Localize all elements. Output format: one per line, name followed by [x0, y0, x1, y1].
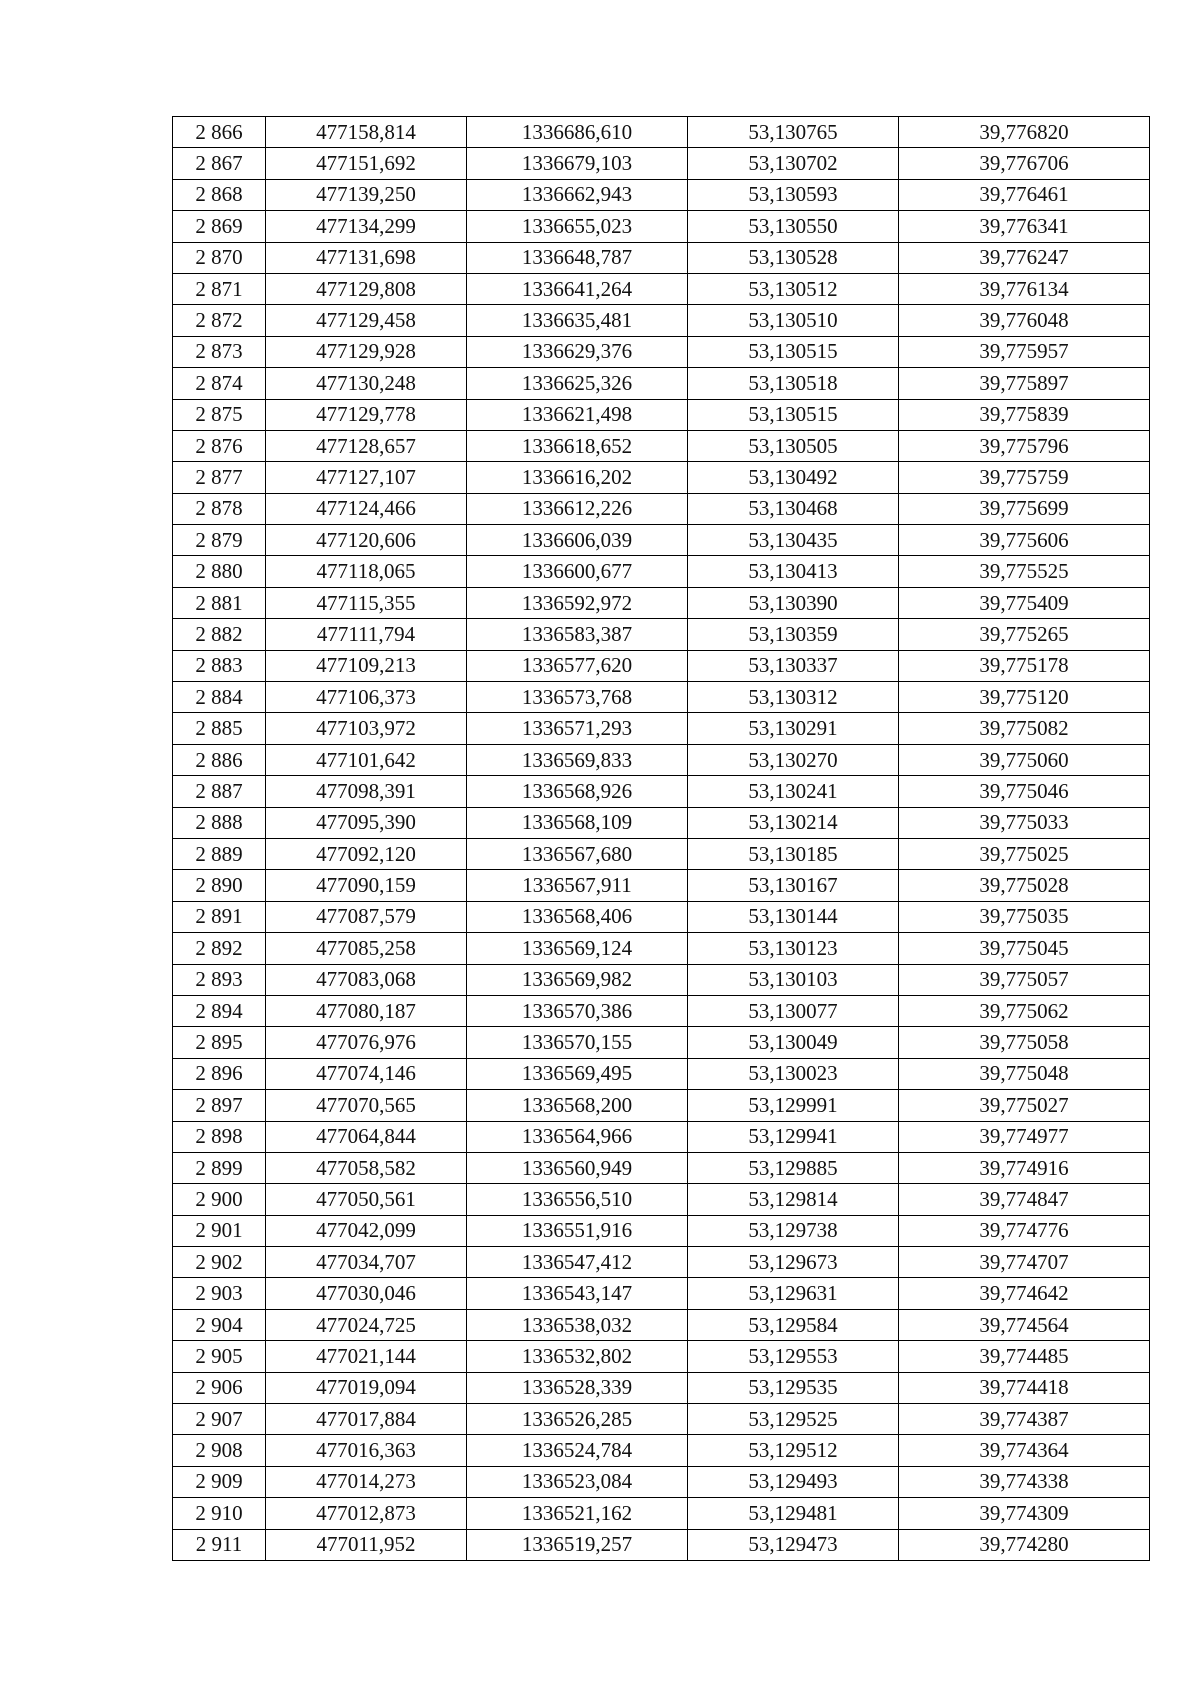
x-coordinate-cell: 477074,146	[266, 1058, 467, 1089]
x-coordinate-cell: 477115,355	[266, 587, 467, 618]
longitude-cell: 39,776461	[899, 179, 1150, 210]
table-row	[173, 1435, 1150, 1466]
table-row	[173, 117, 1150, 148]
table-row	[173, 525, 1150, 556]
y-coordinate-cell: 1336569,833	[467, 744, 688, 775]
longitude-cell: 39,776706	[899, 148, 1150, 179]
point-number-cell: 2 897	[173, 1090, 266, 1121]
longitude-cell: 39,776820	[899, 117, 1150, 148]
y-coordinate-cell: 1336629,376	[467, 336, 688, 367]
latitude-cell: 53,129481	[688, 1498, 899, 1529]
longitude-cell: 39,774280	[899, 1529, 1150, 1560]
x-coordinate-cell: 477012,873	[266, 1498, 467, 1529]
latitude-cell: 53,130270	[688, 744, 899, 775]
x-coordinate-cell: 477016,363	[266, 1435, 467, 1466]
x-coordinate-cell: 477130,248	[266, 368, 467, 399]
y-coordinate-cell: 1336547,412	[467, 1247, 688, 1278]
y-coordinate-cell: 1336526,285	[467, 1404, 688, 1435]
latitude-cell: 53,130144	[688, 901, 899, 932]
table-row	[173, 995, 1150, 1026]
table-row	[173, 1309, 1150, 1340]
longitude-cell: 39,775060	[899, 744, 1150, 775]
longitude-cell: 39,775897	[899, 368, 1150, 399]
x-coordinate-cell: 477095,390	[266, 807, 467, 838]
longitude-cell: 39,774776	[899, 1215, 1150, 1246]
latitude-cell: 53,129738	[688, 1215, 899, 1246]
x-coordinate-cell: 477042,099	[266, 1215, 467, 1246]
x-coordinate-cell: 477158,814	[266, 117, 467, 148]
latitude-cell: 53,130023	[688, 1058, 899, 1089]
x-coordinate-cell: 477021,144	[266, 1341, 467, 1372]
longitude-cell: 39,775759	[899, 462, 1150, 493]
y-coordinate-cell: 1336556,510	[467, 1184, 688, 1215]
longitude-cell: 39,776247	[899, 242, 1150, 273]
point-number-cell: 2 903	[173, 1278, 266, 1309]
table-row	[173, 399, 1150, 430]
table-row	[173, 1090, 1150, 1121]
x-coordinate-cell: 477083,068	[266, 964, 467, 995]
point-number-cell: 2 870	[173, 242, 266, 273]
table-row	[173, 1404, 1150, 1435]
table-row	[173, 1466, 1150, 1497]
latitude-cell: 53,130049	[688, 1027, 899, 1058]
table-row	[173, 305, 1150, 336]
point-number-cell: 2 879	[173, 525, 266, 556]
x-coordinate-cell: 477011,952	[266, 1529, 467, 1560]
y-coordinate-cell: 1336519,257	[467, 1529, 688, 1560]
table-row	[173, 1121, 1150, 1152]
longitude-cell: 39,775265	[899, 619, 1150, 650]
y-coordinate-cell: 1336528,339	[467, 1372, 688, 1403]
x-coordinate-cell: 477030,046	[266, 1278, 467, 1309]
point-number-cell: 2 910	[173, 1498, 266, 1529]
latitude-cell: 53,130167	[688, 870, 899, 901]
y-coordinate-cell: 1336662,943	[467, 179, 688, 210]
y-coordinate-cell: 1336521,162	[467, 1498, 688, 1529]
y-coordinate-cell: 1336571,293	[467, 713, 688, 744]
y-coordinate-cell: 1336543,147	[467, 1278, 688, 1309]
table-row	[173, 1215, 1150, 1246]
table-row	[173, 1184, 1150, 1215]
x-coordinate-cell: 477034,707	[266, 1247, 467, 1278]
y-coordinate-cell: 1336564,966	[467, 1121, 688, 1152]
latitude-cell: 53,130123	[688, 933, 899, 964]
point-number-cell: 2 911	[173, 1529, 266, 1560]
y-coordinate-cell: 1336569,124	[467, 933, 688, 964]
y-coordinate-cell: 1336625,326	[467, 368, 688, 399]
longitude-cell: 39,775796	[899, 430, 1150, 461]
longitude-cell: 39,774564	[899, 1309, 1150, 1340]
latitude-cell: 53,129535	[688, 1372, 899, 1403]
longitude-cell: 39,774309	[899, 1498, 1150, 1529]
longitude-cell: 39,775033	[899, 807, 1150, 838]
point-number-cell: 2 886	[173, 744, 266, 775]
x-coordinate-cell: 477014,273	[266, 1466, 467, 1497]
x-coordinate-cell: 477131,698	[266, 242, 467, 273]
y-coordinate-cell: 1336538,032	[467, 1309, 688, 1340]
longitude-cell: 39,774387	[899, 1404, 1150, 1435]
longitude-cell: 39,775699	[899, 493, 1150, 524]
latitude-cell: 53,130510	[688, 305, 899, 336]
longitude-cell: 39,775525	[899, 556, 1150, 587]
point-number-cell: 2 880	[173, 556, 266, 587]
x-coordinate-cell: 477106,373	[266, 682, 467, 713]
y-coordinate-cell: 1336524,784	[467, 1435, 688, 1466]
latitude-cell: 53,129631	[688, 1278, 899, 1309]
latitude-cell: 53,129525	[688, 1404, 899, 1435]
point-number-cell: 2 882	[173, 619, 266, 650]
x-coordinate-cell: 477092,120	[266, 838, 467, 869]
y-coordinate-cell: 1336523,084	[467, 1466, 688, 1497]
x-coordinate-cell: 477064,844	[266, 1121, 467, 1152]
y-coordinate-cell: 1336612,226	[467, 493, 688, 524]
y-coordinate-cell: 1336648,787	[467, 242, 688, 273]
table-row	[173, 807, 1150, 838]
latitude-cell: 53,130518	[688, 368, 899, 399]
y-coordinate-cell: 1336567,680	[467, 838, 688, 869]
longitude-cell: 39,775409	[899, 587, 1150, 618]
latitude-cell: 53,130214	[688, 807, 899, 838]
y-coordinate-cell: 1336567,911	[467, 870, 688, 901]
table-row	[173, 179, 1150, 210]
y-coordinate-cell: 1336569,495	[467, 1058, 688, 1089]
longitude-cell: 39,775058	[899, 1027, 1150, 1058]
point-number-cell: 2 874	[173, 368, 266, 399]
latitude-cell: 53,130593	[688, 179, 899, 210]
latitude-cell: 53,130413	[688, 556, 899, 587]
x-coordinate-cell: 477087,579	[266, 901, 467, 932]
y-coordinate-cell: 1336606,039	[467, 525, 688, 556]
longitude-cell: 39,775035	[899, 901, 1150, 932]
longitude-cell: 39,774418	[899, 1372, 1150, 1403]
longitude-cell: 39,775057	[899, 964, 1150, 995]
longitude-cell: 39,775606	[899, 525, 1150, 556]
x-coordinate-cell: 477129,808	[266, 273, 467, 304]
point-number-cell: 2 871	[173, 273, 266, 304]
y-coordinate-cell: 1336568,109	[467, 807, 688, 838]
table-row	[173, 838, 1150, 869]
y-coordinate-cell: 1336532,802	[467, 1341, 688, 1372]
point-number-cell: 2 866	[173, 117, 266, 148]
y-coordinate-cell: 1336592,972	[467, 587, 688, 618]
y-coordinate-cell: 1336686,610	[467, 117, 688, 148]
y-coordinate-cell: 1336641,264	[467, 273, 688, 304]
point-number-cell: 2 901	[173, 1215, 266, 1246]
y-coordinate-cell: 1336618,652	[467, 430, 688, 461]
longitude-cell: 39,775045	[899, 933, 1150, 964]
coordinates-table-body	[173, 117, 1150, 1561]
point-number-cell: 2 902	[173, 1247, 266, 1278]
point-number-cell: 2 896	[173, 1058, 266, 1089]
latitude-cell: 53,130390	[688, 587, 899, 618]
table-row	[173, 933, 1150, 964]
table-row	[173, 430, 1150, 461]
longitude-cell: 39,775062	[899, 995, 1150, 1026]
latitude-cell: 53,130435	[688, 525, 899, 556]
y-coordinate-cell: 1336570,155	[467, 1027, 688, 1058]
y-coordinate-cell: 1336600,677	[467, 556, 688, 587]
latitude-cell: 53,130515	[688, 399, 899, 430]
x-coordinate-cell: 477098,391	[266, 776, 467, 807]
point-number-cell: 2 867	[173, 148, 266, 179]
point-number-cell: 2 872	[173, 305, 266, 336]
x-coordinate-cell: 477118,065	[266, 556, 467, 587]
latitude-cell: 53,129885	[688, 1152, 899, 1183]
latitude-cell: 53,130512	[688, 273, 899, 304]
longitude-cell: 39,776341	[899, 211, 1150, 242]
longitude-cell: 39,774847	[899, 1184, 1150, 1215]
longitude-cell: 39,774642	[899, 1278, 1150, 1309]
table-row	[173, 587, 1150, 618]
table-row	[173, 1152, 1150, 1183]
latitude-cell: 53,130505	[688, 430, 899, 461]
latitude-cell: 53,130765	[688, 117, 899, 148]
point-number-cell: 2 887	[173, 776, 266, 807]
point-number-cell: 2 894	[173, 995, 266, 1026]
point-number-cell: 2 893	[173, 964, 266, 995]
latitude-cell: 53,129473	[688, 1529, 899, 1560]
table-row	[173, 1027, 1150, 1058]
table-row	[173, 901, 1150, 932]
x-coordinate-cell: 477019,094	[266, 1372, 467, 1403]
table-row	[173, 1341, 1150, 1372]
point-number-cell: 2 900	[173, 1184, 266, 1215]
table-row	[173, 650, 1150, 681]
latitude-cell: 53,129991	[688, 1090, 899, 1121]
latitude-cell: 53,130291	[688, 713, 899, 744]
point-number-cell: 2 889	[173, 838, 266, 869]
point-number-cell: 2 876	[173, 430, 266, 461]
table-row	[173, 1529, 1150, 1560]
y-coordinate-cell: 1336616,202	[467, 462, 688, 493]
y-coordinate-cell: 1336560,949	[467, 1152, 688, 1183]
y-coordinate-cell: 1336551,916	[467, 1215, 688, 1246]
x-coordinate-cell: 477129,778	[266, 399, 467, 430]
table-row	[173, 273, 1150, 304]
latitude-cell: 53,129584	[688, 1309, 899, 1340]
table-row	[173, 619, 1150, 650]
point-number-cell: 2 869	[173, 211, 266, 242]
x-coordinate-cell: 477111,794	[266, 619, 467, 650]
y-coordinate-cell: 1336621,498	[467, 399, 688, 430]
x-coordinate-cell: 477127,107	[266, 462, 467, 493]
point-number-cell: 2 892	[173, 933, 266, 964]
point-number-cell: 2 899	[173, 1152, 266, 1183]
point-number-cell: 2 875	[173, 399, 266, 430]
longitude-cell: 39,774916	[899, 1152, 1150, 1183]
latitude-cell: 53,130241	[688, 776, 899, 807]
x-coordinate-cell: 477080,187	[266, 995, 467, 1026]
table-row	[173, 1372, 1150, 1403]
latitude-cell: 53,129673	[688, 1247, 899, 1278]
longitude-cell: 39,775046	[899, 776, 1150, 807]
x-coordinate-cell: 477109,213	[266, 650, 467, 681]
table-row	[173, 368, 1150, 399]
latitude-cell: 53,130550	[688, 211, 899, 242]
point-number-cell: 2 868	[173, 179, 266, 210]
latitude-cell: 53,129553	[688, 1341, 899, 1372]
longitude-cell: 39,776134	[899, 273, 1150, 304]
point-number-cell: 2 881	[173, 587, 266, 618]
longitude-cell: 39,774977	[899, 1121, 1150, 1152]
point-number-cell: 2 878	[173, 493, 266, 524]
point-number-cell: 2 898	[173, 1121, 266, 1152]
point-number-cell: 2 885	[173, 713, 266, 744]
x-coordinate-cell: 477129,928	[266, 336, 467, 367]
point-number-cell: 2 890	[173, 870, 266, 901]
x-coordinate-cell: 477076,976	[266, 1027, 467, 1058]
x-coordinate-cell: 477120,606	[266, 525, 467, 556]
point-number-cell: 2 888	[173, 807, 266, 838]
longitude-cell: 39,775839	[899, 399, 1150, 430]
table-row	[173, 870, 1150, 901]
latitude-cell: 53,130359	[688, 619, 899, 650]
latitude-cell: 53,130185	[688, 838, 899, 869]
table-row	[173, 1247, 1150, 1278]
y-coordinate-cell: 1336568,200	[467, 1090, 688, 1121]
latitude-cell: 53,130077	[688, 995, 899, 1026]
y-coordinate-cell: 1336568,406	[467, 901, 688, 932]
longitude-cell: 39,774485	[899, 1341, 1150, 1372]
point-number-cell: 2 907	[173, 1404, 266, 1435]
longitude-cell: 39,775082	[899, 713, 1150, 744]
latitude-cell: 53,130492	[688, 462, 899, 493]
x-coordinate-cell: 477151,692	[266, 148, 467, 179]
x-coordinate-cell: 477101,642	[266, 744, 467, 775]
latitude-cell: 53,129814	[688, 1184, 899, 1215]
latitude-cell: 53,130312	[688, 682, 899, 713]
table-row	[173, 211, 1150, 242]
y-coordinate-cell: 1336569,982	[467, 964, 688, 995]
point-number-cell: 2 877	[173, 462, 266, 493]
x-coordinate-cell: 477017,884	[266, 1404, 467, 1435]
x-coordinate-cell: 477085,258	[266, 933, 467, 964]
latitude-cell: 53,130103	[688, 964, 899, 995]
latitude-cell: 53,129493	[688, 1466, 899, 1497]
latitude-cell: 53,129512	[688, 1435, 899, 1466]
x-coordinate-cell: 477139,250	[266, 179, 467, 210]
x-coordinate-cell: 477103,972	[266, 713, 467, 744]
point-number-cell: 2 906	[173, 1372, 266, 1403]
latitude-cell: 53,130515	[688, 336, 899, 367]
table-row	[173, 776, 1150, 807]
x-coordinate-cell: 477129,458	[266, 305, 467, 336]
table-row	[173, 556, 1150, 587]
table-row	[173, 1058, 1150, 1089]
point-number-cell: 2 891	[173, 901, 266, 932]
point-number-cell: 2 908	[173, 1435, 266, 1466]
table-row	[173, 336, 1150, 367]
longitude-cell: 39,774338	[899, 1466, 1150, 1497]
table-row	[173, 1278, 1150, 1309]
longitude-cell: 39,776048	[899, 305, 1150, 336]
table-row	[173, 462, 1150, 493]
y-coordinate-cell: 1336635,481	[467, 305, 688, 336]
point-number-cell: 2 909	[173, 1466, 266, 1497]
longitude-cell: 39,775957	[899, 336, 1150, 367]
longitude-cell: 39,775027	[899, 1090, 1150, 1121]
x-coordinate-cell: 477090,159	[266, 870, 467, 901]
y-coordinate-cell: 1336573,768	[467, 682, 688, 713]
latitude-cell: 53,130468	[688, 493, 899, 524]
table-row	[173, 242, 1150, 273]
table-row	[173, 744, 1150, 775]
table-row	[173, 1498, 1150, 1529]
longitude-cell: 39,775048	[899, 1058, 1150, 1089]
latitude-cell: 53,129941	[688, 1121, 899, 1152]
point-number-cell: 2 895	[173, 1027, 266, 1058]
y-coordinate-cell: 1336679,103	[467, 148, 688, 179]
x-coordinate-cell: 477134,299	[266, 211, 467, 242]
x-coordinate-cell: 477024,725	[266, 1309, 467, 1340]
table-row	[173, 964, 1150, 995]
longitude-cell: 39,774364	[899, 1435, 1150, 1466]
latitude-cell: 53,130337	[688, 650, 899, 681]
y-coordinate-cell: 1336583,387	[467, 619, 688, 650]
table-row	[173, 148, 1150, 179]
y-coordinate-cell: 1336568,926	[467, 776, 688, 807]
point-number-cell: 2 883	[173, 650, 266, 681]
x-coordinate-cell: 477124,466	[266, 493, 467, 524]
y-coordinate-cell: 1336577,620	[467, 650, 688, 681]
latitude-cell: 53,130702	[688, 148, 899, 179]
x-coordinate-cell: 477058,582	[266, 1152, 467, 1183]
y-coordinate-cell: 1336655,023	[467, 211, 688, 242]
longitude-cell: 39,775120	[899, 682, 1150, 713]
y-coordinate-cell: 1336570,386	[467, 995, 688, 1026]
point-number-cell: 2 884	[173, 682, 266, 713]
coordinates-table	[172, 116, 1150, 1561]
point-number-cell: 2 873	[173, 336, 266, 367]
longitude-cell: 39,775028	[899, 870, 1150, 901]
longitude-cell: 39,774707	[899, 1247, 1150, 1278]
table-row	[173, 713, 1150, 744]
x-coordinate-cell: 477050,561	[266, 1184, 467, 1215]
latitude-cell: 53,130528	[688, 242, 899, 273]
point-number-cell: 2 905	[173, 1341, 266, 1372]
longitude-cell: 39,775178	[899, 650, 1150, 681]
longitude-cell: 39,775025	[899, 838, 1150, 869]
table-row	[173, 493, 1150, 524]
x-coordinate-cell: 477070,565	[266, 1090, 467, 1121]
table-row	[173, 682, 1150, 713]
x-coordinate-cell: 477128,657	[266, 430, 467, 461]
point-number-cell: 2 904	[173, 1309, 266, 1340]
